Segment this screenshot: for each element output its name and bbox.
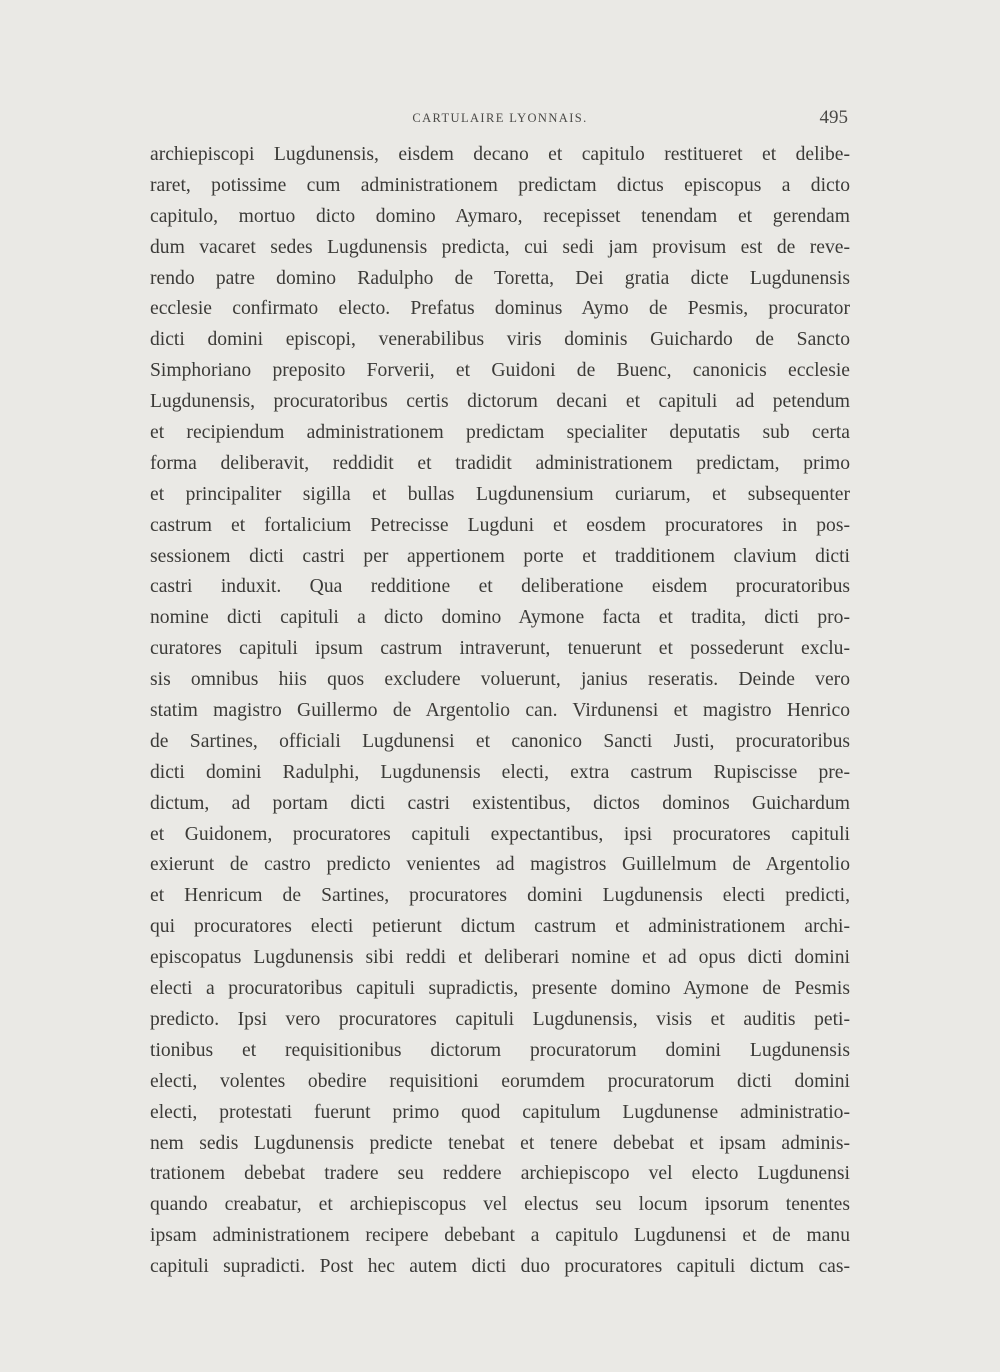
text-line: et Henricum de Sartines, procuratores domini Lugdunensis electi predicti, [150,885,850,907]
text-line: et Guidonem, procuratores capituli expectantibus, ipsi procuratores capituli [150,823,850,845]
text-line: capituli supradicti. Post hec autem dicti duo procuratores capituli dictum cas- [150,1256,850,1278]
text-line: tionibus et requisitionibus dictorum procuratorum domini Lugdunensis [150,1039,850,1061]
text-line: electi, volentes obedire requisitioni eorumdem procuratorum dicti domini [150,1070,850,1092]
text-line: raret, potissime cum administrationem predictam dictus episcopus a dicto [150,174,850,196]
text-line: dictum, ad portam dicti castri existentibus, dictos dominos Guichardum [150,792,850,814]
text-line: dicti domini Radulphi, Lugdunensis electi, extra castrum Rupiscisse pre- [150,761,850,783]
text-line: et recipiendum administrationem predictam specialiter deputatis sub certa [150,422,850,444]
text-line: exierunt de castro predicto venientes ad magistros Guillelmum de Argentolio [150,854,850,876]
text-line: sessionem dicti castri per appertionem porte et tradditionem clavium dicti [150,545,850,567]
text-line: rendo patre domino Radulpho de Toretta, Dei gratia dicte Lugdunensis [150,267,850,289]
text-line: electi, protestati fuerunt primo quod capitulum Lugdunense administratio- [150,1101,850,1123]
text-line: archiepiscopi Lugdunensis, eisdem decano et capitulo restitueret et delibe- [150,144,850,165]
text-line: dum vacaret sedes Lugdunensis predicta, cui sedi jam provisum est de reve- [150,236,850,258]
text-line: Lugdunensis, procuratoribus certis dictorum decani et capituli ad petendum [150,391,850,413]
text-line: Simphoriano preposito Forverii, et Guidoni de Buenc, canonicis ecclesie [150,360,850,382]
text-line: capitulo, mortuo dicto domino Aymaro, recepisset tenendam et gerendam [150,205,850,227]
text-line: ipsam administrationem recipere debebant a capitulo Lugdunensi et de manu [150,1225,850,1247]
text-line: sis omnibus hiis quos excludere voluerunt, janius reseratis. Deinde vero [150,669,850,691]
text-line: forma deliberavit, reddidit et tradidit administrationem predictam, primo [150,452,850,474]
text-line: nomine dicti capituli a dicto domino Aymone facta et tradita, dicti pro- [150,607,850,629]
text-line: electi a procuratoribus capituli supradictis, presente domino Aymone de Pesmis [150,978,850,1000]
text-line: curatores capituli ipsum castrum intraverunt, tenuerunt et possederunt exclu- [150,638,850,660]
text-line: dicti domini episcopi, venerabilibus viris dominis Guichardo de Sancto [150,329,850,351]
text-line: trationem debebat tradere seu reddere archiepiscopo vel electo Lugdunensi [150,1163,850,1185]
text-line: statim magistro Guillermo de Argentolio can. Virdunensi et magistro Henrico [150,700,850,722]
running-head [150,109,850,133]
body-text [150,140,850,1283]
page-number: 495 [819,107,848,128]
text-line: nem sedis Lugdunensis predicte tenebat et tenere debebat et ipsam adminis- [150,1132,850,1154]
running-title: CARTULAIRE LYONNAIS. [412,111,588,125]
text-line: ecclesie confirmato electo. Prefatus dominus Aymo de Pesmis, procurator [150,298,850,320]
text-line: qui procuratores electi petierunt dictum castrum et administrationem archi- [150,916,850,938]
text-line: de Sartines, officiali Lugdunensi et canonico Sancti Justi, procuratoribus [150,730,850,752]
text-line: episcopatus Lugdunensis sibi reddi et deliberari nomine et ad opus dicti domini [150,947,850,969]
text-line: predicto. Ipsi vero procuratores capituli Lugdunensis, visis et auditis peti- [150,1008,850,1030]
text-line: et principaliter sigilla et bullas Lugdunensium curiarum, et subsequenter [150,483,850,505]
text-line: quando creabatur, et archiepiscopus vel electus seu locum ipsorum tenentes [150,1194,850,1216]
text-line: castrum et fortalicium Petrecisse Lugduni et eosdem procuratores in pos- [150,514,850,536]
text-line: castri induxit. Qua redditione et deliberatione eisdem procuratoribus [150,576,850,598]
